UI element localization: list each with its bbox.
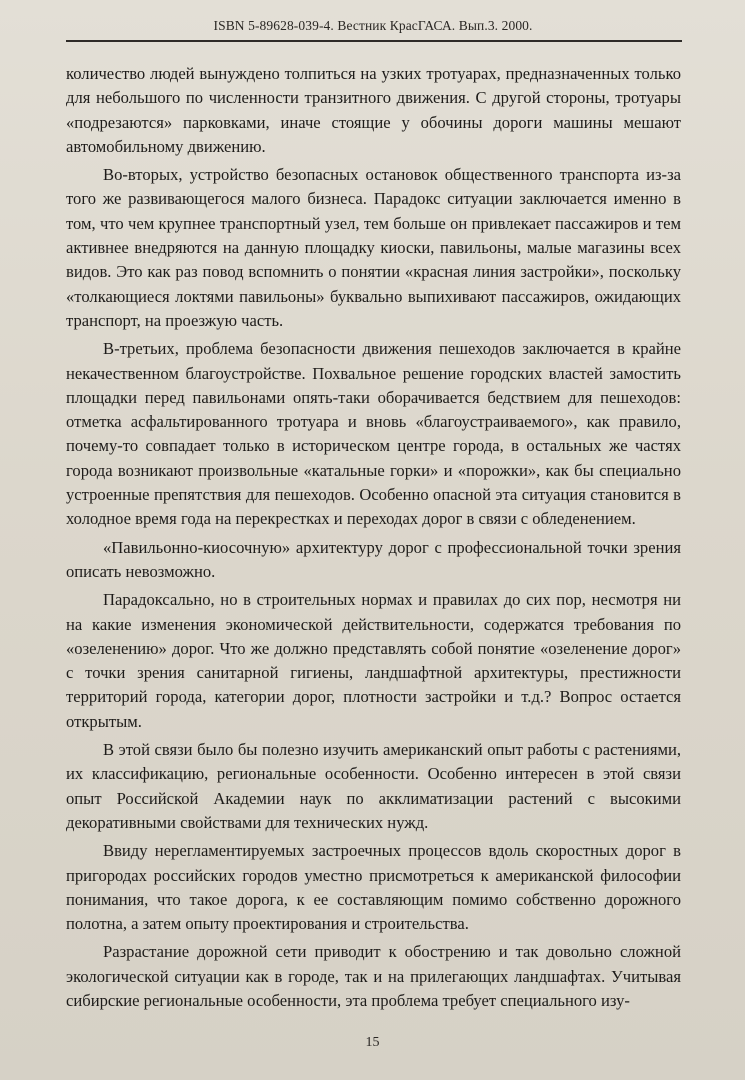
paragraph: Разрастание дорожной сети приводит к обострению и так довольно сложной экологической ситуации как в городе, так и на прилегающих ландшафтах. Учитывая сибирские региональные особенности, эта проблема требует специального изу- [66,942,681,1010]
page-number: 15 [365,1035,380,1050]
paragraph: В-третьих, проблема безопасности движения пешеходов заключается в крайне некачественном благоустройстве. Похвальное решение городских властей замостить площадки перед павильонами опять-таки оборачивается бедствием для пешеходов: отметка асфальтированного тротуара и вновь «благоустраиваемого», как правило, почему-то совпадает только в историческом центре города, в остальных же частях города возникают произвольные «катальные горки» и «порожки», как бы специально устроенные препятствия для пешеходов. Особенно опасной эта ситуация становится в холодное время года на перекрестках и переходах дорог в связи с обледенением. [66,339,681,529]
paragraph: Парадоксально, но в строительных нормах и правилах до сих пор, несмотря ни на какие изменения экономической действительности, содержатся требования по «озеленению» дорог. Что же должно представлять собой понятие «озеленение дорог» с точки зрения санитарной гигиены, ландшафтной архитектуры, престижности территорий города, категории дорог, плотности застройки и т.д.? Вопрос остается открытым. [66,590,681,731]
header-rule [66,40,682,42]
paragraph: Ввиду нерегламентируемых застроечных процессов вдоль скоростных дорог в пригородах российских городов уместно присмотреться к американской философии понимания, что такое дорога, к ее составляющим помимо собственно дорожного полотна, а затем опыту проектирования и строительства. [66,841,681,934]
paragraph: Во-вторых, устройство безопасных остановок общественного транспорта из-за того же развивающегося малого бизнеса. Парадокс ситуации заключается именно в том, что чем крупнее транспортный узел, тем больше он привлекает пассажиров и тем активнее внедряются на данную площадку киоски, павильоны, малые магазины всех видов. Это как раз повод вспомнить о понятии «красная линия застройки», поскольку «толкающиеся локтями павильоны» буквально выпихивают пассажиров, ожидающих транспорт, на проезжую часть. [66,165,681,330]
running-header: ISBN 5-89628-039-4. Вестник КрасГАСА. Вып.3. 2000. [213,18,533,33]
paragraph: «Павильонно-киосочную» архитектуру дорог с профессиональной точки зрения описать невозможно. [66,537,681,581]
body-text [66,62,681,1017]
paragraph-continuation: количество людей вынуждено толпиться на узких тротуарах, предназначенных только для небольшого по численности транзитного движения. С другой стороны, тротуары «подрезаются» парковками, иначе стоящие у обочины дороги машины мешают автомобильному движению. [66,64,681,156]
paragraph: В этой связи было бы полезно изучить американский опыт работы с растениями, их классификацию, региональные особенности. Особенно интересен в этой связи опыт Российской Академии наук по акклиматизации растений с высокими декоративными свойствами для технических нужд. [66,740,681,832]
